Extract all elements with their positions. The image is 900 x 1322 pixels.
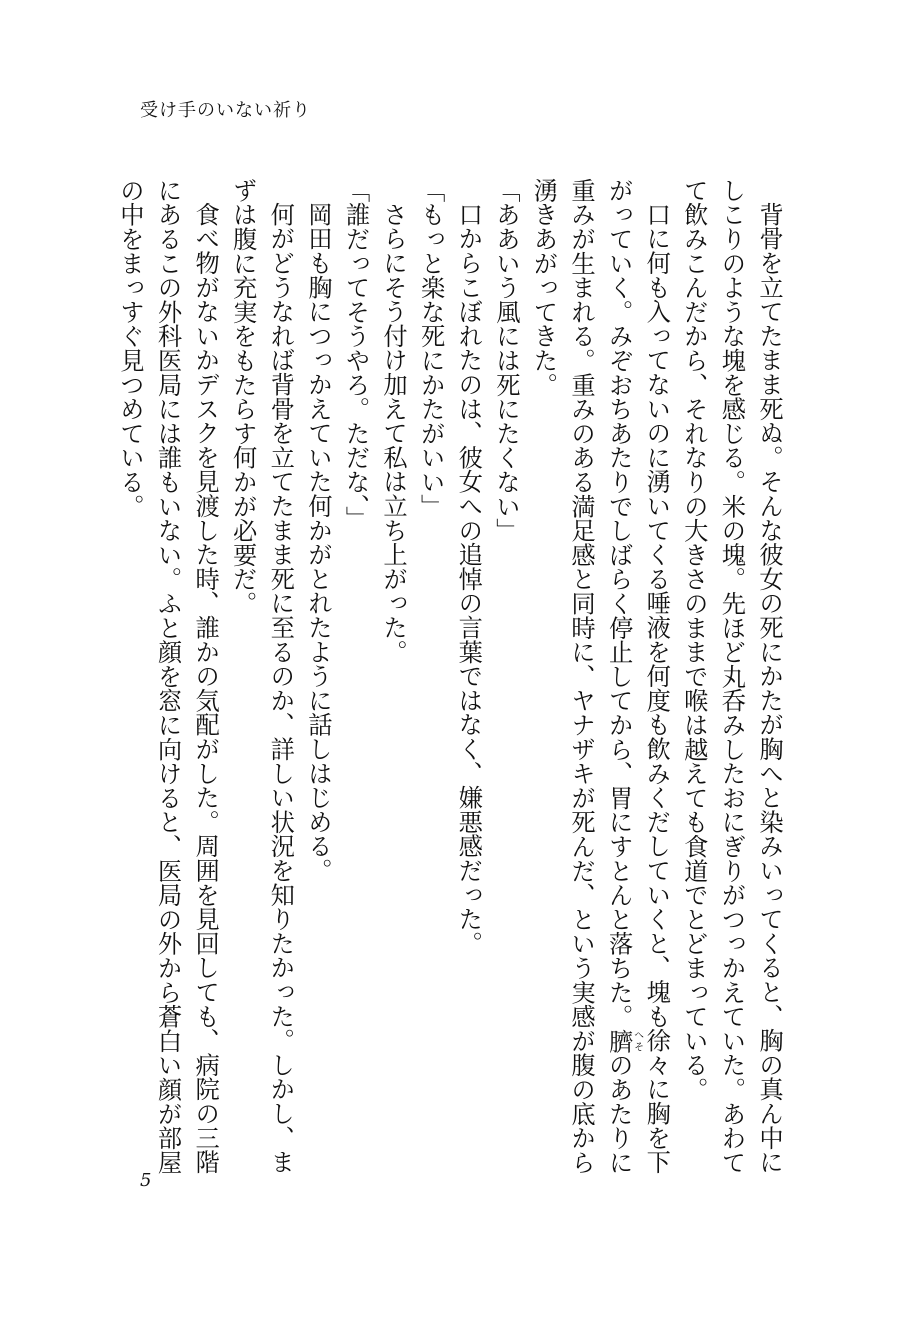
ruby-reading: へそ xyxy=(631,1028,643,1053)
paragraph: さらにそう付け加えて私は立ち上がった。 xyxy=(379,202,409,664)
ruby-base: 臍 xyxy=(604,1028,634,1053)
paragraph: 岡田も胸につっかえていた何かがとれたように話しはじめる。 xyxy=(303,202,333,883)
paragraph-text: 口に何も入ってないのに湧いてくる唾液を何度も飲みくだしていくと、塊も徐々に胸を下がっていく。みぞおちあたりでしばらく停止してから、胃にすとんと落ちた。 xyxy=(604,178,672,1175)
paragraph: 食べ物がないかデスクを見渡した時、誰かの気配がした。周囲を見回しても、病院の三階にあるこの外科医局には誰もいない。ふと顔を窓に向けると、医局の外から蒼白い顔が部屋の中をまっすぐ見つめている。 xyxy=(115,178,221,1175)
ruby-annotation xyxy=(604,1028,643,1053)
paragraph: 口からこぼれたのは、彼女への追悼の言葉ではなく、嫌悪感だった。 xyxy=(454,202,484,956)
dialogue-line: 「もっと楽な死にかたがいい」 xyxy=(416,178,446,519)
dialogue-line: 「ああいう風には死にたくない」 xyxy=(491,178,521,543)
paragraph-text: のあたりに重みが生まれる。重みのある満足感と同時に、ヤナザキが死んだ、という実感が腹の底から湧きあがってきた。 xyxy=(529,178,634,1175)
paragraph: 何がどうなれば背骨を立てたまま死に至るのか、詳しい状況を知りたかった。しかし、まずは腹に充実をもたらす何かが必要だ。 xyxy=(228,178,296,1175)
paragraph xyxy=(525,178,675,1178)
body-text xyxy=(110,178,788,1178)
running-title: 受け手のいない祈り xyxy=(140,100,311,121)
paragraph: 背骨を立てたまま死ぬ。そんな彼女の死にかたが胸へと染みいってくると、胸の真ん中にしこりのような塊を感じる。米の塊。先ほど丸呑みしたおにぎりがつっかえていた。あわてて飲みこんだから、それなりの大きさのままで喉は越えても食道でとどまっている。 xyxy=(679,178,784,1175)
dialogue-line: 「誰だってそうやろ。ただな、」 xyxy=(341,178,371,531)
page-number: 5 xyxy=(140,1170,152,1191)
